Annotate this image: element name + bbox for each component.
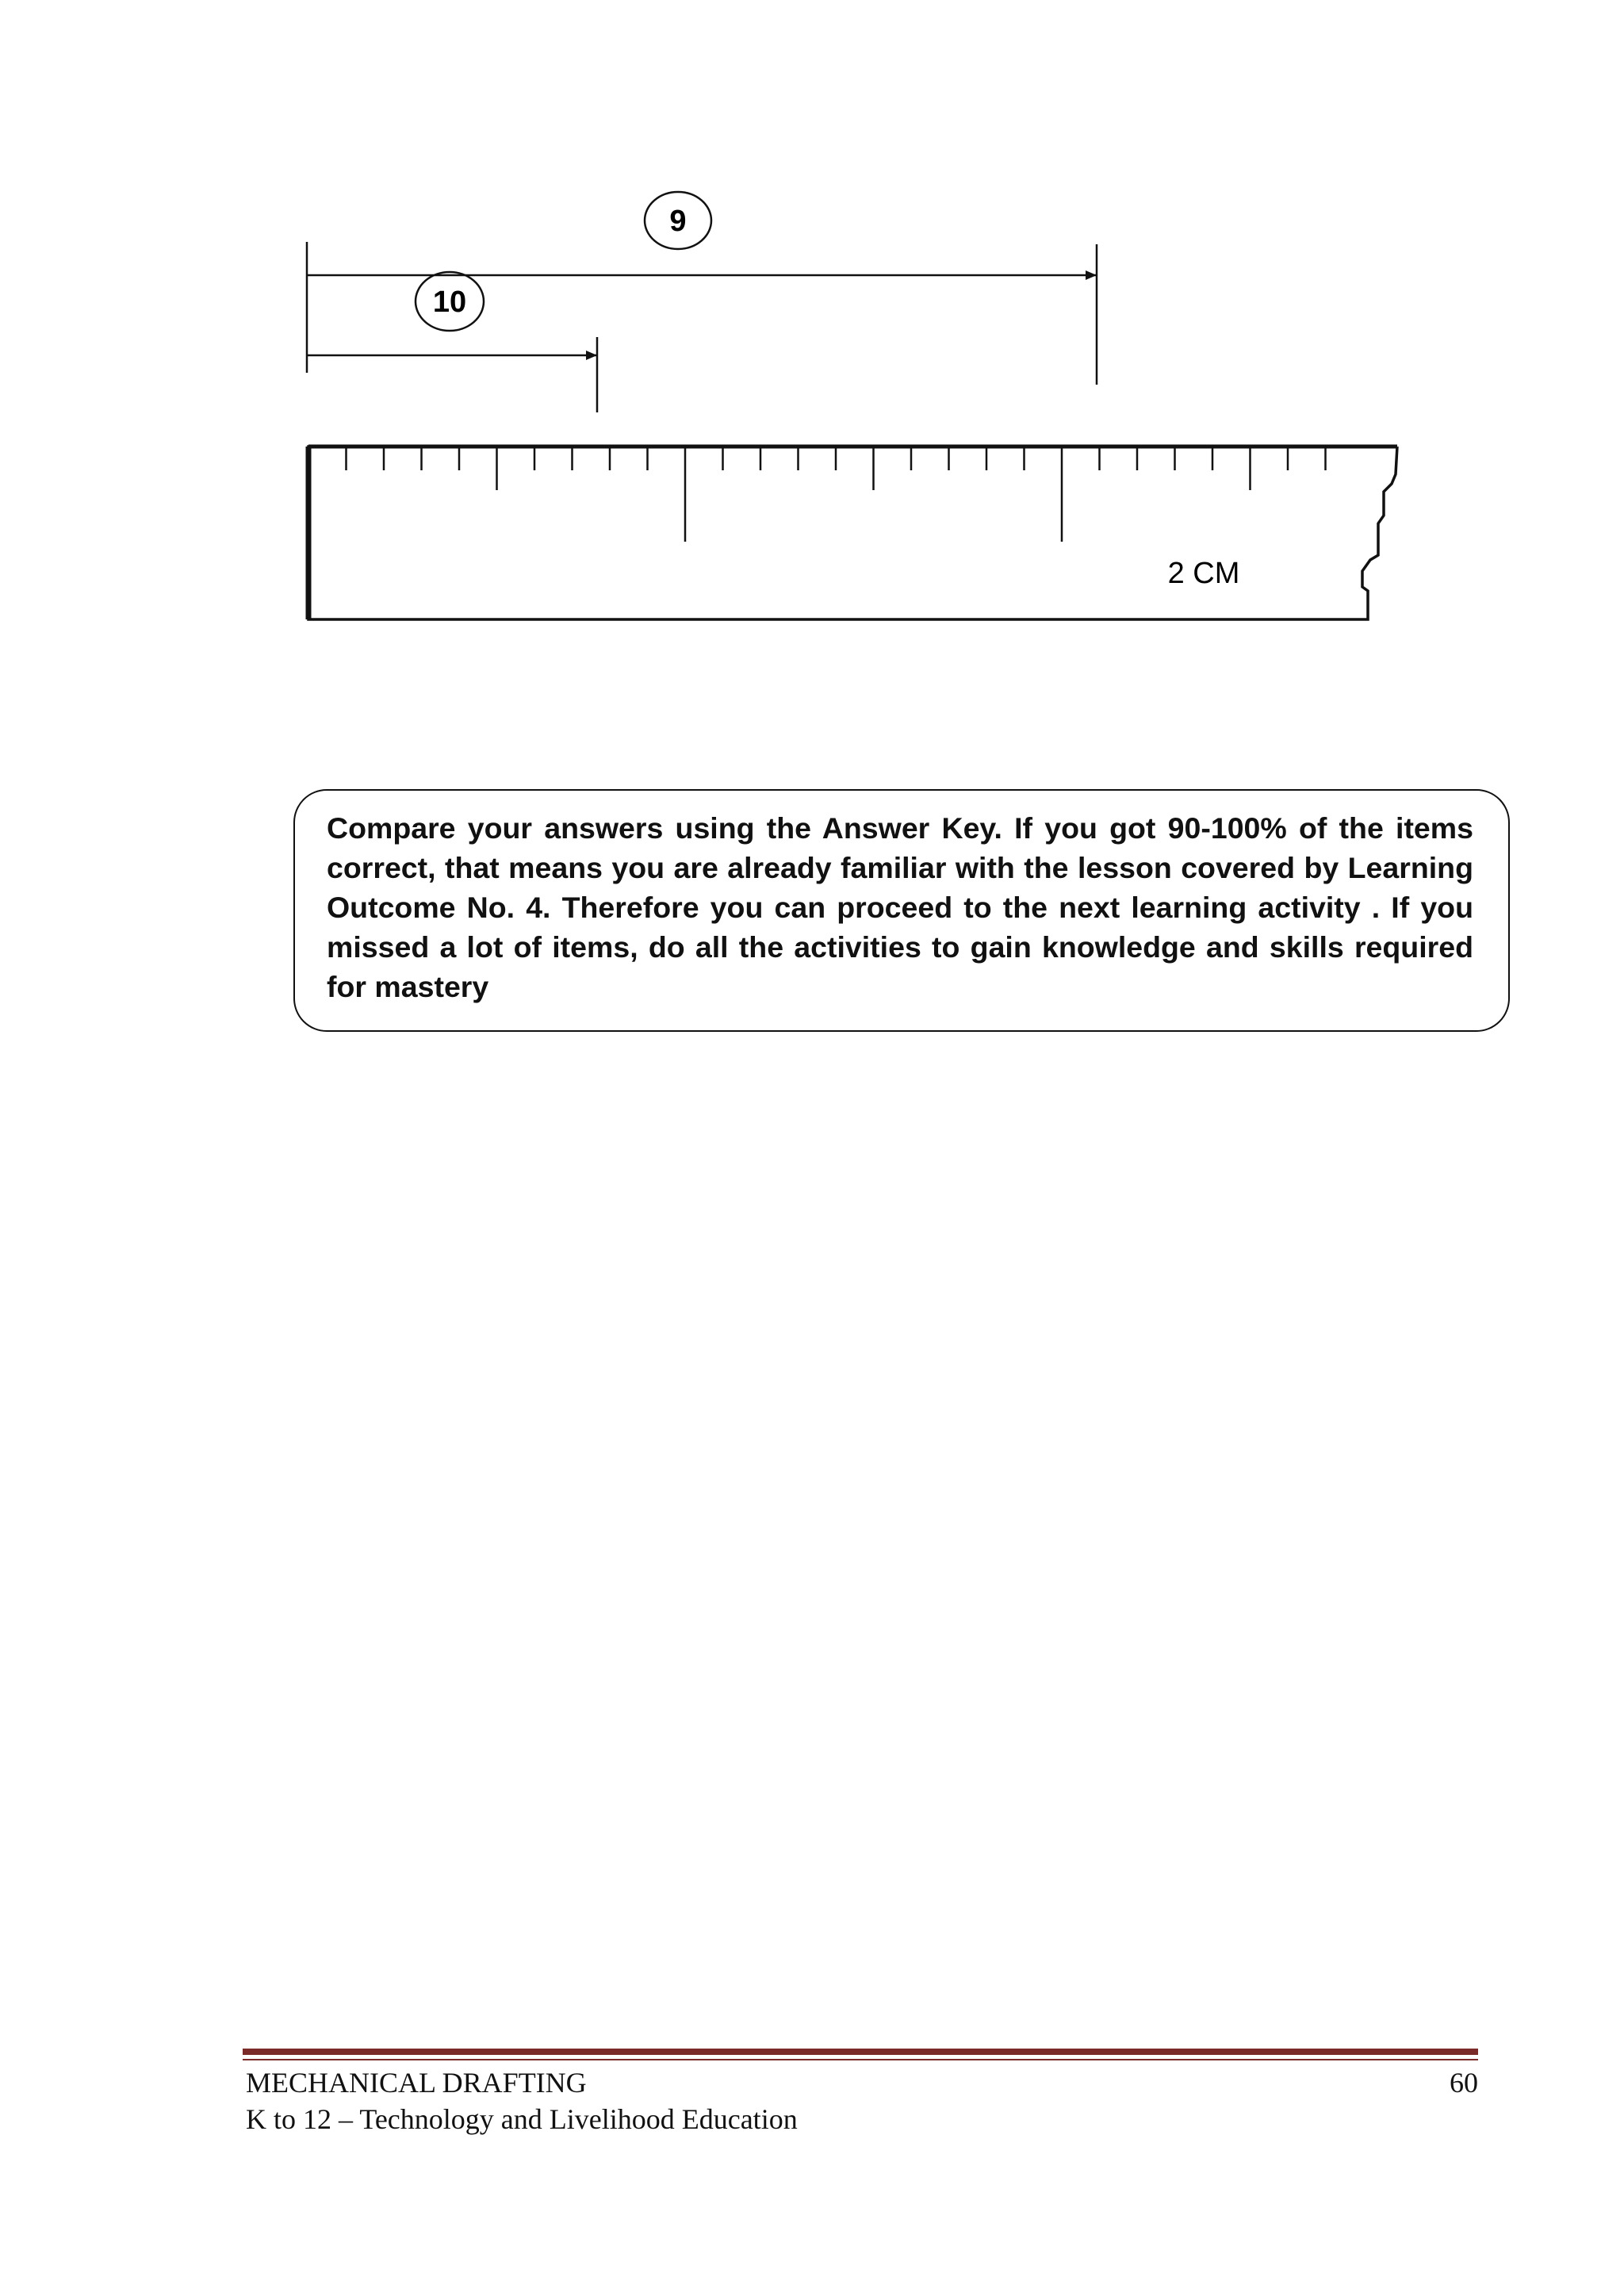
dimension-9-label: 9 (669, 205, 687, 238)
footer-divider (243, 2049, 1478, 2055)
ruler-unit-label: 2 CM (1167, 557, 1240, 590)
instruction-note-text: Compare your answers using the Answer Key. If you got 90-100% of the items correct, that means you are already familiar with the lesson covered by Learning Outcome No. 4. Therefore you can proceed to the next learning activity . If you missed a lot of items, do all the activities to gain knowledge and skills required for mastery (327, 811, 1473, 1003)
footer-program: K to 12 – Technology and Livelihood Education (246, 2103, 798, 2135)
footer-text (246, 2064, 798, 2137)
ruler-outline (308, 447, 1397, 619)
ruler-ticks (347, 447, 1326, 542)
dimension-10-label: 10 (432, 286, 467, 319)
footer-divider-thin (243, 2059, 1478, 2060)
page-number: 60 (1450, 2067, 1478, 2099)
footer-subject: MECHANICAL DRAFTING (246, 2067, 587, 2099)
instruction-note (293, 789, 1510, 1032)
dimension-10 (307, 272, 597, 412)
ruler-measurement-diagram (0, 0, 1624, 714)
ruler (308, 447, 1397, 619)
